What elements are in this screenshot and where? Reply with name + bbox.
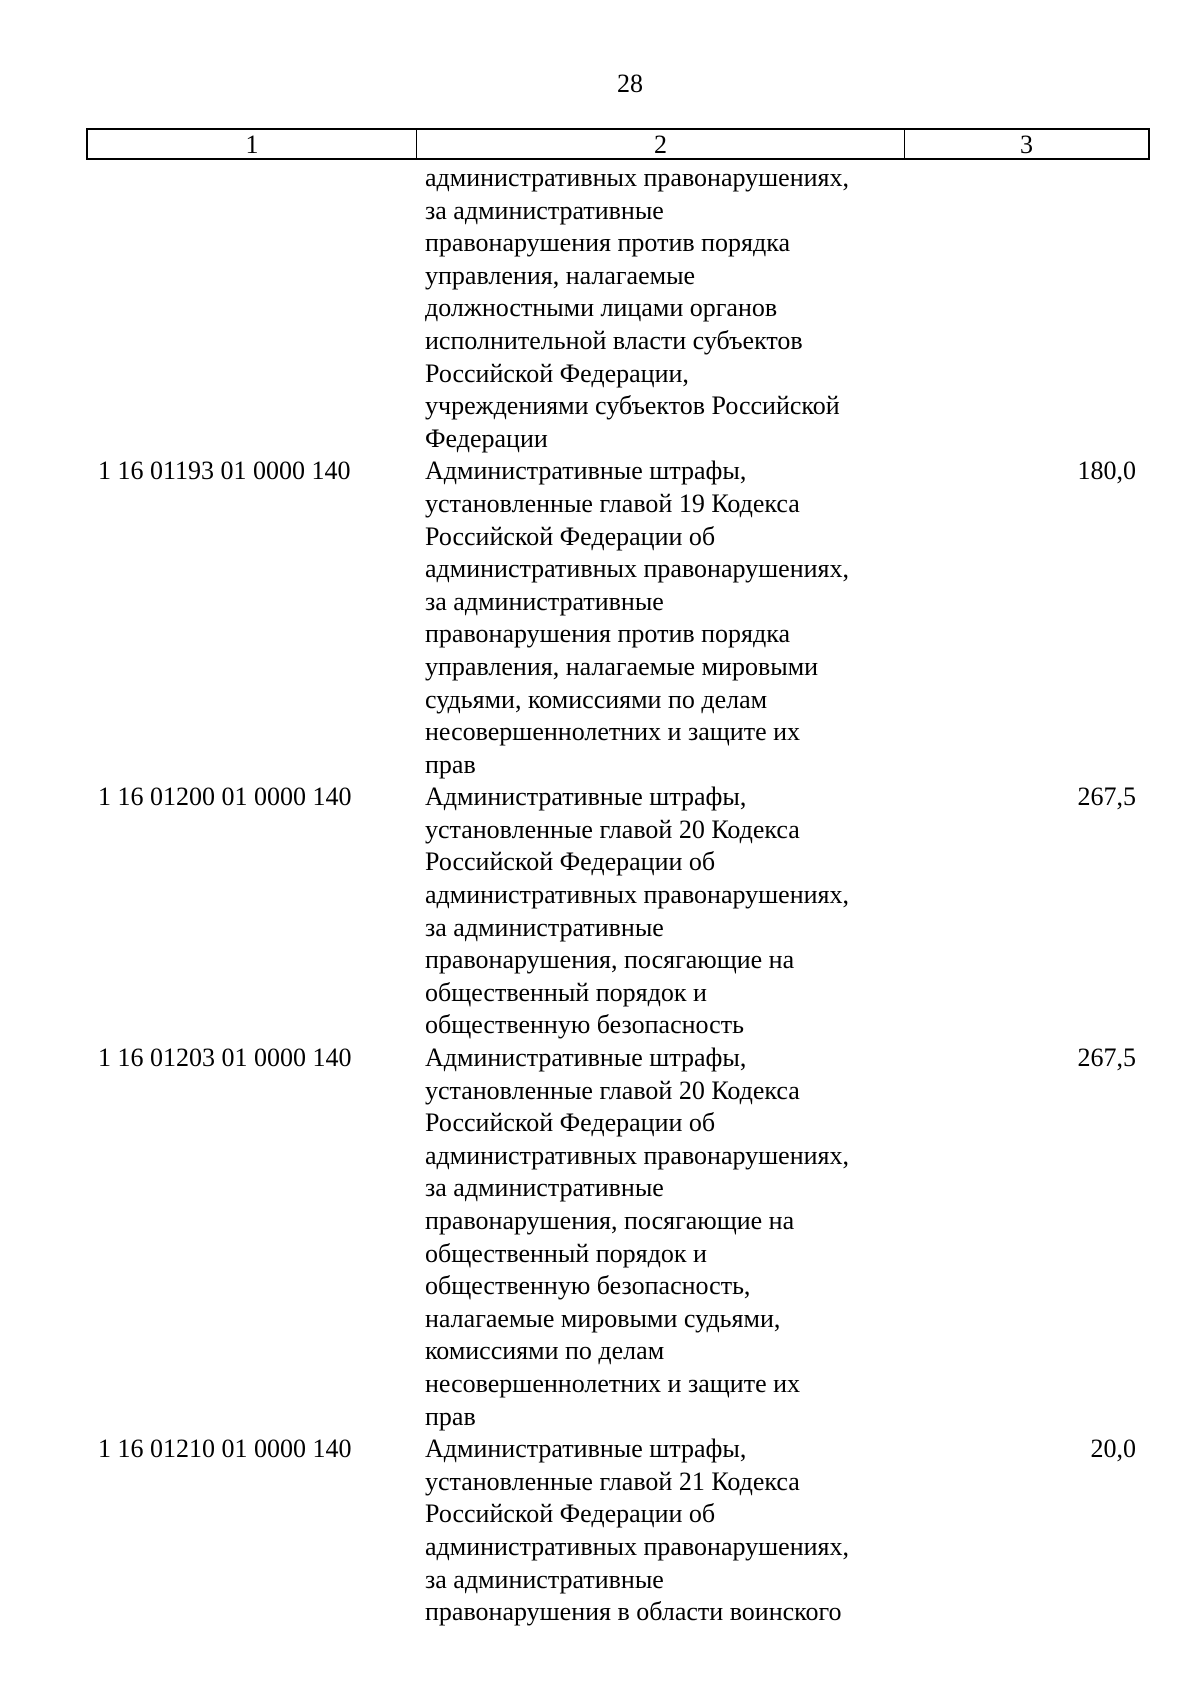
table-header: [86, 128, 1150, 160]
description-line: общественную безопасность: [425, 1010, 744, 1040]
description-line: Российской Федерации,: [425, 358, 689, 388]
page-number: 28: [617, 69, 643, 98]
budget-code-cell: 1 16 01203 01 0000 140: [98, 1043, 352, 1073]
description-line: административных правонарушениях,: [425, 163, 849, 192]
description-line: прав: [425, 749, 476, 779]
description-line: установленные главой 21 Кодекса: [425, 1466, 800, 1496]
description-line: Административные штрафы,: [425, 782, 747, 812]
description-line: общественную безопасность,: [425, 1271, 751, 1301]
description-cell: [415, 162, 903, 455]
table-row: [86, 1433, 1150, 1629]
amount-cell: 267,5: [1077, 782, 1136, 812]
description-line: правонарушения в области воинского: [425, 1597, 842, 1627]
amount-cell: 267,5: [1077, 1043, 1136, 1073]
description-line: правонарушения, посягающие на: [425, 945, 795, 975]
description-line: за административные: [425, 195, 664, 225]
amount-cell: 20,0: [1090, 1434, 1136, 1464]
description-cell: [415, 455, 903, 781]
description-line: учреждениями субъектов Российской: [425, 391, 840, 421]
description-line: Российской Федерации об: [425, 847, 716, 877]
description-line: Российской Федерации об: [425, 1108, 716, 1138]
description-line: за административные: [425, 1564, 664, 1594]
description-line: Административные штрафы,: [425, 1043, 747, 1073]
description-cell: [415, 781, 903, 1042]
description-line: правонарушения против порядка: [425, 228, 791, 258]
header-col-3: 3: [1020, 130, 1033, 159]
description-line: установленные главой 20 Кодекса: [425, 1075, 800, 1105]
description-line: административных правонарушениях,: [425, 1140, 849, 1170]
description-line: административных правонарушениях,: [425, 1531, 849, 1561]
description-line: общественный порядок и: [425, 977, 707, 1007]
description-cell: [415, 1433, 903, 1629]
description-line: судьями, комиссиями по делам: [425, 684, 768, 714]
table-body: [86, 162, 1150, 1629]
description-line: должностными лицами органов: [425, 293, 778, 323]
header-col-2: 2: [417, 130, 905, 158]
table-row: [86, 1042, 1150, 1433]
revenue-table: [86, 128, 1150, 1629]
table-row: [86, 455, 1150, 781]
table-row: [86, 162, 1150, 455]
description-line: Административные штрафы,: [425, 456, 747, 486]
description-line: Федерации: [425, 423, 548, 453]
description-line: Административные штрафы,: [425, 1434, 747, 1464]
description-line: за административные: [425, 1173, 664, 1203]
table-row: [86, 781, 1150, 1042]
budget-code-cell: 1 16 01210 01 0000 140: [98, 1434, 352, 1464]
description-line: исполнительной власти субъектов: [425, 325, 803, 355]
description-line: правонарушения, посягающие на: [425, 1206, 795, 1235]
description-line: Российской Федерации об: [425, 1499, 716, 1529]
description-line: установленные главой 20 Кодекса: [425, 814, 800, 844]
description-line: несовершеннолетних и защите их: [425, 1368, 801, 1398]
amount-cell: 180,0: [1077, 456, 1136, 486]
description-line: административных правонарушениях,: [425, 554, 849, 584]
description-line: налагаемые мировыми судьями,: [425, 1303, 781, 1333]
description-line: установленные главой 19 Кодекса: [425, 488, 800, 518]
description-line: общественный порядок и: [425, 1238, 707, 1268]
header-col-1: 1: [88, 130, 417, 158]
description-line: за административные: [425, 912, 664, 942]
description-line: Российской Федерации об: [425, 521, 716, 551]
budget-code-cell: 1 16 01200 01 0000 140: [98, 782, 352, 812]
description-line: управления, налагаемые мировыми: [425, 651, 819, 681]
description-line: несовершеннолетних и защите их: [425, 717, 801, 747]
description-line: прав: [425, 1401, 476, 1431]
description-line: административных правонарушениях,: [425, 880, 849, 910]
description-line: правонарушения против порядка: [425, 619, 791, 649]
description-line: управления, налагаемые: [425, 260, 696, 290]
budget-code-cell: 1 16 01193 01 0000 140: [98, 456, 351, 486]
description-cell: [415, 1042, 903, 1433]
description-line: за административные: [425, 586, 664, 616]
description-line: комиссиями по делам: [425, 1336, 665, 1366]
